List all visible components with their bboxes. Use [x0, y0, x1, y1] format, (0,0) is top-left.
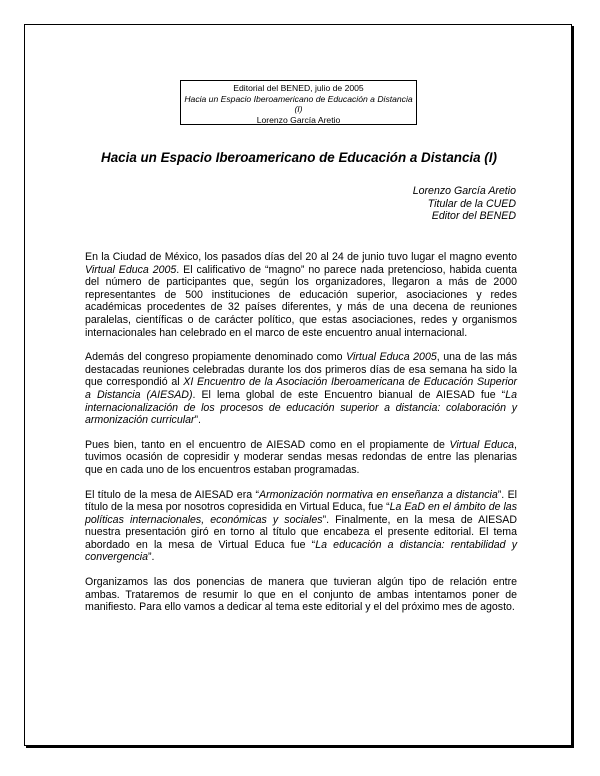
paragraph-1 — [85, 251, 517, 339]
author-name: Lorenzo García Aretio — [412, 185, 516, 197]
p2-italic-b: Virtual Educa 2005 — [346, 351, 437, 364]
paragraph-5 — [85, 576, 517, 614]
author-block — [413, 185, 516, 223]
p1-text-c: . El calificativo de “magno” no parece nada pretencioso, habida cuenta del número de participantes que, según los organizadores, llegaron a más de 2000 representantes de 500 instituciones de educación superior, asociaciones y redes académicas procedentes de 32 países diferentes, y más de una decena de reuniones paralelas, científicas o de carácter político, que estas asociaciones, redes y organismos internacionales han celebrado en el marco de este encuentro anual internacional. — [85, 263, 518, 339]
p2-text-a: Además del congreso propiamente denominado como — [85, 351, 347, 364]
p4-italic-d: La EaD en el ámbito de las políticas internacionales, económicas y sociales — [85, 501, 517, 526]
header-line-3: Lorenzo García Aretio — [256, 114, 341, 125]
p4-text-a: El título de la mesa de AIESAD era “ — [85, 488, 259, 501]
editorial-header-box — [180, 80, 417, 125]
p2-text-g: ”. — [194, 414, 201, 427]
header-line-1: Editorial del BENED, julio de 2005 — [233, 83, 364, 93]
paragraph-4 — [85, 489, 517, 565]
p3-italic-b: Virtual Educa — [449, 438, 515, 451]
p4-text-c: ”. El título de la mesa por nosotros copresidida en Virtual Educa, fue “ — [85, 488, 517, 514]
p3-text-c: , tuvimos ocasión de copresidir y moderar sendas mesas redondas de entre las plenarias que en cada uno de los encuentros estaban programadas. — [85, 438, 517, 476]
p4-italic-b: Armonización normativa en enseñanza a distancia — [259, 488, 498, 501]
paragraph-2 — [85, 351, 517, 427]
p1-text-a: En la Ciudad de México, los pasados días del 20 al 24 de junio tuvo lugar el magno evento — [85, 251, 517, 263]
p2-italic-d: XI Encuentro de la Asociación Iberoamericana de Educación Superior a Distancia (AIESAD) — [85, 376, 517, 401]
p3-text-a: Pues bien, tanto en el encuentro de AIESAD como en el propiamente de — [85, 438, 450, 451]
document-page — [24, 24, 572, 746]
page-title: Hacia un Espacio Iberoamericano de Educación a Distancia (I) — [101, 150, 497, 165]
p5-text-a: Organizamos las dos ponencias de manera que tuvieran algún tipo de relación entre ambas. Trataremos de resumir lo que en el conjunto de ambas intentamos poner de manifiesto. Para ello vamos a dedicar al tema este editorial y el del próximo mes de agosto. — [85, 576, 517, 614]
p2-text-c: , una de las más destacadas reuniones celebradas durante los dos primeros días de esa semana ha sido la que correspondió al — [85, 351, 517, 389]
p4-text-e: ”. Finalmente, en la mesa de AIESAD nuestra presentación giró en torno al título que encabeza el presente editorial. El tema abordado en la mesa de Virtual Educa fue “ — [85, 513, 517, 551]
p4-text-g: ”. — [148, 551, 155, 564]
p4-italic-f: La educación a distancia: rentabilidad y convergencia — [85, 538, 517, 564]
paragraph-3 — [85, 439, 517, 477]
author-role-2: Editor del BENED — [431, 210, 516, 222]
article-body — [85, 251, 517, 626]
p1-italic-b: Virtual Educa 2005 — [85, 263, 177, 276]
p2-italic-f: La internacionalización de los procesos de educación superior a distancia: colaboración y armonización curricular — [85, 388, 517, 427]
author-role-1: Titular de la CUED — [427, 197, 516, 210]
header-line-2: Hacia un Espacio Iberoamericano de Educación a Distancia (I) — [184, 93, 413, 114]
p2-text-e: . El lema global de este Encuentro bianual de AIESAD fue “ — [192, 388, 506, 401]
